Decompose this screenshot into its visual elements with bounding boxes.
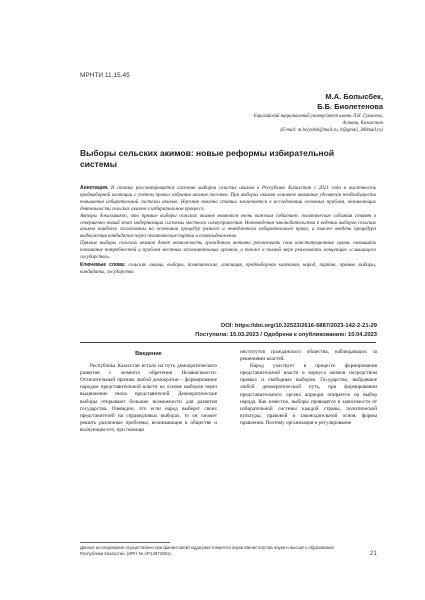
page-number: 21 (369, 550, 377, 557)
dates-line: Поступила: 15.03.2023 / Одобрена к опубликованию: 10.04.2023 (195, 331, 377, 338)
author-name: М.А. Болысбек, (325, 92, 383, 101)
article-title: Выборы сельских акимов: новые реформы избирательной системы (80, 148, 335, 169)
abstract-paragraph: В статье рассматривается система выборов сельских акимов в Республике Казахстан с 2021 года и численность предвыборной агитации с учетом правил избрания акимов поселков. При выборах акимов основное внимание уделяется необходимости повышения избирательной системы акимов. Научная новизна статьи заключается в исследовании основных проблем, возникающих деятельности сельских акимов в избирательном процессе. (80, 186, 377, 212)
article-meta (97, 322, 377, 339)
body-paragraph: институтов гражданского общества, наблюдающих за решениями властей. (240, 349, 377, 363)
affiliation (163, 113, 383, 134)
body-paragraph: Республика Казахстан встала на путь демократического развития с момента обретения Независимости. Отличительный признак любой демократии – формирование народом представительной власти на основе выборов через выдвижение своих представителей. Демократические выборы открывают большие возможности для развития государства. Очевидно, что если народ выберет своих представителей на справедливых выборах, то он сможет решить различные проблемы, возникающие в обществе и волнующие его, при помощи (80, 363, 217, 433)
affiliation-line: Астана, Казахстан (342, 121, 383, 126)
divider (80, 342, 376, 343)
abstract (80, 185, 376, 277)
doi-link[interactable]: DOI: https://doi.org/10.32523/2616-6887/2023-142-2-21-29 (221, 323, 377, 329)
affiliation-email: (E-mail: m.bolysbek@mail.ru, b@gmail_360mail.ru) (280, 128, 383, 133)
author-name: Б.Б. Биолетенова (317, 102, 383, 111)
body-column-left (80, 349, 217, 434)
mrnti-code: МРНТИ 11.15.45 (80, 72, 130, 79)
section-heading: Введение (135, 351, 162, 357)
body-column-right (240, 349, 377, 427)
affiliation-line: Евразийский национальный университет имени Л.Н. Гумилева, (253, 114, 383, 119)
abstract-paragraph: Прямые выборы сельских акимов дают возможность гражданам активно реализовать свои конституционные права, повышать понимание потребностей и проблем местных исполнительных органов, а также в полной мере реализовать концепцию «слышащего государства». (80, 241, 376, 261)
footnote-divider (80, 542, 170, 543)
author-block (163, 92, 383, 134)
abstract-paragraph: Авторы доказывают, что прямые выборы сельских акимов являются очень важным событием, политические события ставят в совершенно новый этап модернизации системы местного самоуправления. Нововведения законодательства в ведении выборов сельских акимов наиболее согласованы на основании процедур разного и немедленного избирательного права, а также введена процедура выдвижения кандидатов через политические партии и самовыдвижение. (80, 213, 376, 240)
body-paragraph: Народ участвует в процессе формирования представительной власти и корпуса акимов посредством прямых и свободных выборов. Государство, выбравшее любой демократический путь, при формировании представительного органа априори опирается на выбор народа. Как известно, выборы проводятся в зависимости от избирательной системы каждой страны, политической культуры, правовой и законодательной основ, формы правления. Поэтому организация и регулирование (240, 363, 377, 426)
keywords: сельские акимы, выборы, политические, агитация, предвыборная кампания, народ, партия, прямые выборы, кандидаты, государство. (80, 262, 377, 275)
footnote: Данное исследование осуществлено при финансовой поддержке Комитета науки Министерства науки и высшего образования Республики Казахстан. (ИРН № AP14972891) (80, 545, 334, 556)
abstract-label: Аннотация. (80, 185, 109, 191)
keywords-label: Ключевые слова: (80, 261, 126, 268)
